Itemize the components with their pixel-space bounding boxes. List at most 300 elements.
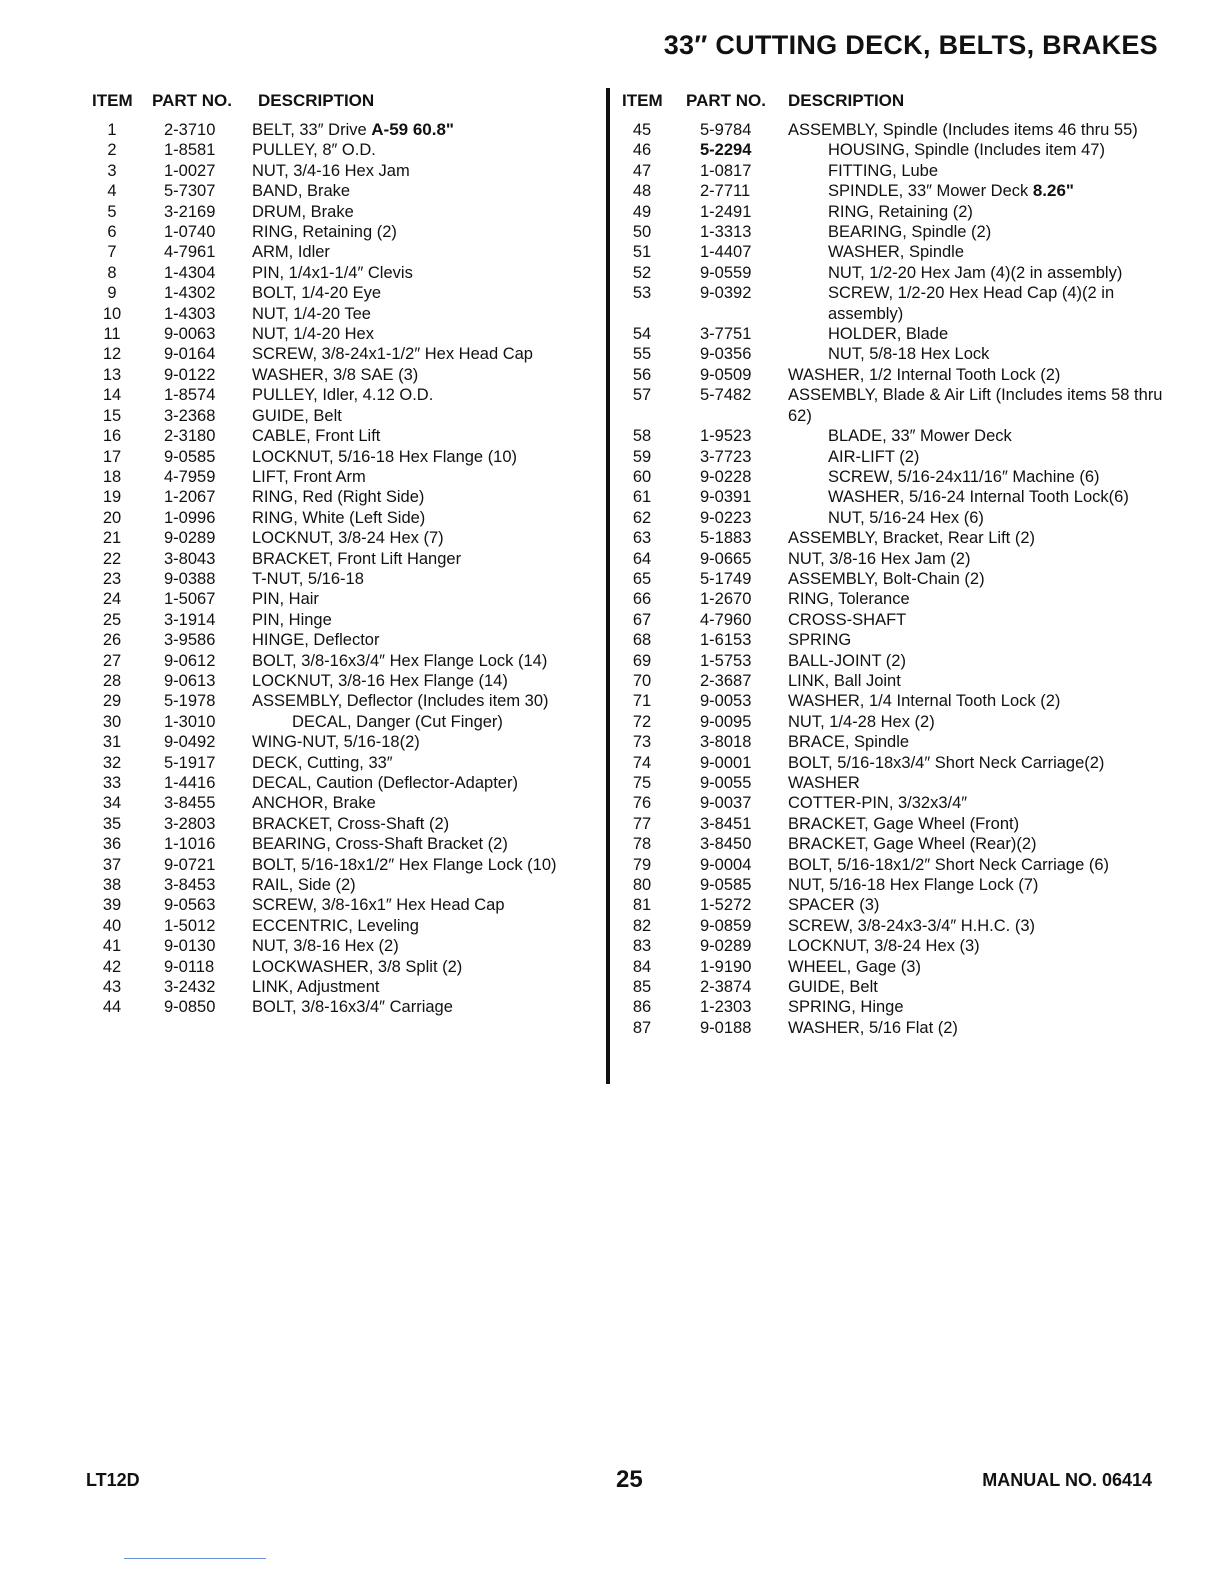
part-number: 9-0122 [164,365,216,384]
part-number: 1-4303 [164,304,216,323]
item-number: 6 [107,223,117,242]
description-text: RING, Tolerance [788,590,910,609]
part-description [758,671,1182,691]
item-number: 49 [632,202,652,221]
item-number: 5 [107,202,117,221]
part-description [758,732,1182,752]
table-row [622,487,1182,507]
description-text: BAND, Brake [252,182,351,201]
parts-table-left [92,88,604,1018]
item-number: 48 [632,182,652,201]
item-number: 18 [102,467,122,486]
table-header [92,88,604,114]
part-description [220,304,604,324]
description-text: DECK, Cutting, 33″ [252,753,393,772]
item-number: 52 [632,263,652,282]
part-description [758,651,1182,671]
part-number: 4-7960 [700,610,752,629]
part-number: 1-5012 [164,916,216,935]
table-row [622,263,1182,283]
part-number: 1-4416 [164,774,216,792]
part-number: 5-7482 [700,386,752,405]
part-description [220,242,604,262]
part-number: 9-0055 [700,774,752,792]
item-number: 24 [102,590,122,609]
part-number: 9-0859 [700,916,752,935]
part-description [220,610,604,630]
page-number: 25 [616,1466,643,1493]
part-number: 9-0850 [164,998,216,1017]
table-row [92,814,604,834]
part-description [758,263,1182,283]
part-number: 9-0585 [164,447,216,466]
handwritten-note: A-59 60.8" [371,120,454,139]
part-description [220,895,604,915]
table-row [92,773,604,793]
part-number: 3-9586 [164,631,216,650]
table-row [92,467,604,487]
item-number: 78 [632,835,652,854]
description-text: SCREW, 5/16-24x11/16″ Machine (6) [828,467,1100,486]
table-row [92,997,604,1017]
description-text: BLADE, 33″ Mower Deck [828,427,1012,446]
item-number: 76 [632,794,652,813]
part-description [220,324,604,344]
part-number: 2-3180 [164,427,216,446]
item-number: 77 [632,814,652,833]
description-text: WASHER, 3/8 SAE (3) [252,365,419,384]
table-row [622,324,1182,344]
part-number: 9-0289 [164,529,216,548]
description-text: SPINDLE, 33″ Mower Deck [828,182,1029,201]
part-description [758,487,1182,507]
table-row [92,977,604,997]
description-text: T-NUT, 5/16-18 [252,569,364,588]
part-description [220,977,604,997]
item-number: 8 [107,263,117,282]
table-row [92,283,604,303]
part-description [220,528,604,548]
part-number: 3-8455 [164,794,216,813]
description-text: FITTING, Lube [828,161,939,180]
table-row [622,140,1182,160]
item-number: 53 [632,284,652,303]
description-text: SCREW, 3/8-16x1″ Hex Head Cap [252,896,505,915]
table-row [622,447,1182,467]
description-text: NUT, 1/4-20 Hex [252,325,374,344]
part-number: 3-8451 [700,814,752,833]
part-number: 5-1978 [164,692,216,711]
part-number: 2-3687 [700,671,752,690]
description-text: NUT, 1/4-20 Tee [252,304,371,323]
table-row [622,671,1182,691]
item-number: 3 [107,161,117,180]
part-description [220,467,604,487]
description-text: BRACKET, Gage Wheel (Rear)(2) [788,835,1037,854]
part-description [220,773,604,793]
description-text: BOLT, 3/8-16x3/4″ Carriage [252,998,453,1017]
description-text: WASHER, 1/4 Internal Tooth Lock (2) [788,692,1061,711]
description-text: SCREW, 1/2-20 Hex Head Cap (4)(2 in assembly) [828,284,1115,323]
part-description [758,895,1182,915]
part-number: 5-9784 [700,121,752,139]
part-number: 9-0665 [700,549,752,568]
item-number: 30 [102,712,122,731]
part-description [220,712,604,732]
table-row [92,916,604,936]
part-number: 9-0037 [700,794,752,813]
table-row [622,365,1182,385]
item-number: 71 [632,692,652,711]
description-text: BOLT, 3/8-16x3/4″ Hex Flange Lock (14) [252,651,548,670]
item-number: 50 [632,223,652,242]
part-description [758,834,1182,854]
description-text: BALL-JOINT (2) [788,651,906,670]
part-number: 9-0721 [164,855,216,874]
description-text: ASSEMBLY, Bolt-Chain (2) [788,569,985,588]
table-row [92,406,604,426]
table-row [92,161,604,181]
part-number: 1-5272 [700,896,752,915]
part-description [758,222,1182,242]
description-text: LOCKNUT, 5/16-18 Hex Flange (10) [252,447,518,466]
description-text: ECCENTRIC, Leveling [252,916,419,935]
part-number: 3-8043 [164,549,216,568]
part-number: 3-2803 [164,814,216,833]
table-row [92,549,604,569]
table-row [92,936,604,956]
table-row [622,834,1182,854]
item-number: 68 [632,631,652,650]
part-description [758,957,1182,977]
item-number: 83 [632,937,652,956]
item-number: 16 [102,427,122,446]
description-text: HINGE, Deflector [252,631,380,650]
item-number: 65 [632,569,652,588]
item-number: 72 [632,712,652,731]
item-number: 80 [632,876,652,895]
table-row [622,508,1182,528]
part-number: 9-0063 [164,325,216,344]
table-row [622,793,1182,813]
part-description [220,651,604,671]
part-number: 9-0612 [164,651,216,670]
table-row [92,651,604,671]
description-text: SCREW, 3/8-24x3-3/4″ H.H.C. (3) [788,916,1035,935]
table-row [622,916,1182,936]
item-number: 43 [102,978,122,997]
part-description [220,202,604,222]
table-row [622,814,1182,834]
part-number: 1-6153 [700,631,752,650]
table-row [92,957,604,977]
description-text: ASSEMBLY, Spindle (Includes items 46 thru 55) [788,121,1138,139]
part-number: 1-9190 [700,957,752,976]
manual-number: MANUAL NO. 06414 [982,1470,1152,1490]
part-description [758,773,1182,793]
table-row [622,385,1182,426]
table-row [622,753,1182,773]
description-text: PULLEY, 8″ O.D. [252,141,376,160]
part-number: 1-3010 [164,712,216,731]
part-number: 5-1749 [700,569,752,588]
description-text: HOUSING, Spindle (Includes item 47) [828,141,1105,160]
part-number: 1-8581 [164,141,216,160]
part-number: 1-5067 [164,590,216,609]
table-row [92,202,604,222]
part-description [758,589,1182,609]
part-description [758,242,1182,262]
parts-list-left [92,120,604,1018]
part-number: 1-1016 [164,835,216,854]
part-number: 9-0095 [700,712,752,731]
description-text: ASSEMBLY, Bracket, Rear Lift (2) [788,529,1035,548]
part-number: 9-0053 [700,692,752,711]
part-description [758,855,1182,875]
table-row [622,895,1182,915]
item-number: 64 [632,549,652,568]
part-number: 3-2432 [164,978,216,997]
item-number: 75 [632,774,652,792]
part-number: 1-4304 [164,263,216,282]
item-number: 11 [103,325,121,344]
part-description [220,263,604,283]
part-number: 3-2169 [164,202,216,221]
part-number: 1-9523 [700,427,752,446]
table-row [622,569,1182,589]
item-number: 31 [102,733,122,752]
table-row [92,732,604,752]
part-description [220,508,604,528]
table-row [622,161,1182,181]
description-text: CABLE, Front Lift [252,427,381,446]
table-row [92,222,604,242]
description-text: WASHER, 1/2 Internal Tooth Lock (2) [788,365,1061,384]
part-number: 5-2294 [700,141,752,160]
table-row [622,467,1182,487]
description-text: BOLT, 5/16-18x1/2″ Short Neck Carriage (6) [788,855,1110,874]
part-number: 5-1917 [164,753,216,772]
header-description: DESCRIPTION [788,91,905,110]
part-description [220,385,604,405]
item-number: 12 [102,345,122,364]
table-row [92,610,604,630]
table-row [622,712,1182,732]
description-text: LOCKWASHER, 3/8 Split (2) [252,957,463,976]
item-number: 79 [632,855,652,874]
handwritten-note: 8.26" [1032,181,1074,201]
item-number: 15 [102,406,122,425]
part-number: 9-0391 [700,488,752,507]
table-row [92,324,604,344]
part-number: 1-8574 [164,386,216,405]
part-description [758,181,1182,201]
item-number: 58 [632,427,652,446]
description-text: RING, Retaining (2) [252,223,397,242]
table-row [622,426,1182,446]
part-number: 3-8453 [164,876,216,895]
item-number: 67 [632,610,652,629]
description-text: LOCKNUT, 3/8-24 Hex (3) [788,937,980,956]
table-row [622,651,1182,671]
table-row [92,120,604,140]
item-number: 41 [102,937,122,956]
part-description [220,630,604,650]
description-text: WASHER, Spindle [828,243,965,262]
table-row [92,569,604,589]
table-row [92,426,604,446]
description-text: DECAL, Danger (Cut Finger) [292,712,503,731]
item-number: 29 [102,692,122,711]
part-number: 3-8018 [700,733,752,752]
part-description [220,487,604,507]
part-description [758,712,1182,732]
table-row [92,834,604,854]
part-description [220,957,604,977]
part-number: 1-3313 [700,223,752,242]
item-number: 70 [632,671,652,690]
item-number: 19 [102,488,122,507]
part-number: 2-3710 [164,121,216,139]
description-text: RAIL, Side (2) [252,876,356,895]
part-description [220,406,604,426]
description-text: NUT, 5/8-18 Hex Lock [828,345,990,364]
description-text: NUT, 3/4-16 Hex Jam [252,161,410,180]
part-description [758,977,1182,997]
part-number: 9-0223 [700,508,752,527]
part-number: 1-5753 [700,651,752,670]
item-number: 2 [107,141,117,160]
description-text: DECAL, Caution (Deflector-Adapter) [252,774,518,792]
description-text: LOCKNUT, 3/8-24 Hex (7) [252,529,444,548]
part-description [220,549,604,569]
item-number: 37 [102,855,122,874]
description-text: LIFT, Front Arm [252,467,366,486]
table-row [622,589,1182,609]
item-number: 23 [102,569,122,588]
item-number: 87 [632,1018,652,1037]
part-number: 9-0559 [700,263,752,282]
description-text: GUIDE, Belt [788,978,878,997]
description-text: LOCKNUT, 3/8-16 Hex Flange (14) [252,671,508,690]
part-description [220,140,604,160]
part-description [758,120,1182,140]
part-number: 9-0188 [700,1018,752,1037]
item-number: 32 [102,753,122,772]
description-text: DRUM, Brake [252,202,354,221]
part-description [758,426,1182,446]
description-text: SPACER (3) [788,896,880,915]
part-number: 9-0356 [700,345,752,364]
item-number: 59 [632,447,652,466]
part-number: 9-0613 [164,671,216,690]
part-description [758,691,1182,711]
item-number: 27 [102,651,122,670]
table-row [92,242,604,262]
item-number: 7 [107,243,117,262]
header-part-no: PART NO. [686,91,766,110]
item-number: 17 [102,447,122,466]
table-row [622,202,1182,222]
description-text: BEARING, Cross-Shaft Bracket (2) [252,835,508,854]
part-number: 3-7723 [700,447,752,466]
table-row [92,691,604,711]
table-row [622,732,1182,752]
description-text: PIN, 1/4x1-1/4″ Clevis [252,263,413,282]
item-number: 56 [632,365,652,384]
description-text: ARM, Idler [252,243,330,262]
description-text: BOLT, 5/16-18x1/2″ Hex Flange Lock (10) [252,855,557,874]
item-number: 46 [632,141,652,160]
part-description [220,344,604,364]
part-description [220,691,604,711]
part-description [220,161,604,181]
item-number: 1 [107,121,117,139]
item-number: 44 [102,998,122,1017]
item-number: 40 [102,916,122,935]
item-number: 42 [102,957,122,976]
item-number: 69 [632,651,652,670]
item-number: 81 [632,896,652,915]
part-description [220,732,604,752]
description-text: SCREW, 3/8-24x1-1/2″ Hex Head Cap [252,345,533,364]
description-text: BRACKET, Gage Wheel (Front) [788,814,1020,833]
description-text: AIR-LIFT (2) [828,447,920,466]
item-number: 22 [102,549,122,568]
table-row [622,1018,1182,1038]
description-text: BOLT, 5/16-18x3/4″ Short Neck Carriage(2) [788,753,1105,772]
description-text: WHEEL, Gage (3) [788,957,921,976]
description-text: LINK, Ball Joint [788,671,901,690]
part-number: 1-4302 [164,284,216,303]
part-description [758,161,1182,181]
part-number: 2-3874 [700,978,752,997]
table-row [92,487,604,507]
description-text: NUT, 5/16-18 Hex Flange Lock (7) [788,876,1039,895]
part-number: 1-0996 [164,508,216,527]
table-row [92,589,604,609]
part-description [220,753,604,773]
item-number: 84 [632,957,652,976]
part-number: 9-0563 [164,896,216,915]
table-row [92,875,604,895]
description-text: BRACE, Spindle [788,733,910,752]
link-underline [124,1558,266,1559]
item-number: 60 [632,467,652,486]
page-title: 33″ CUTTING DECK, BELTS, BRAKES [663,30,1158,60]
item-number: 28 [102,671,122,690]
item-number: 25 [102,610,122,629]
part-description [758,814,1182,834]
table-row [92,304,604,324]
item-number: 86 [632,998,652,1017]
description-text: LINK, Adjustment [252,978,380,997]
item-number: 13 [102,365,122,384]
description-text: CROSS-SHAFT [788,610,907,629]
part-description [220,589,604,609]
table-row [92,181,604,201]
part-description [758,385,1182,426]
header-item: ITEM [92,91,133,110]
table-row [622,283,1182,324]
table-row [622,875,1182,895]
item-number: 33 [102,774,122,792]
part-description [758,447,1182,467]
item-number: 20 [102,508,122,527]
description-text: WASHER [788,774,860,792]
description-text: NUT, 1/2-20 Hex Jam (4)(2 in assembly) [828,263,1123,282]
table-row [622,120,1182,140]
